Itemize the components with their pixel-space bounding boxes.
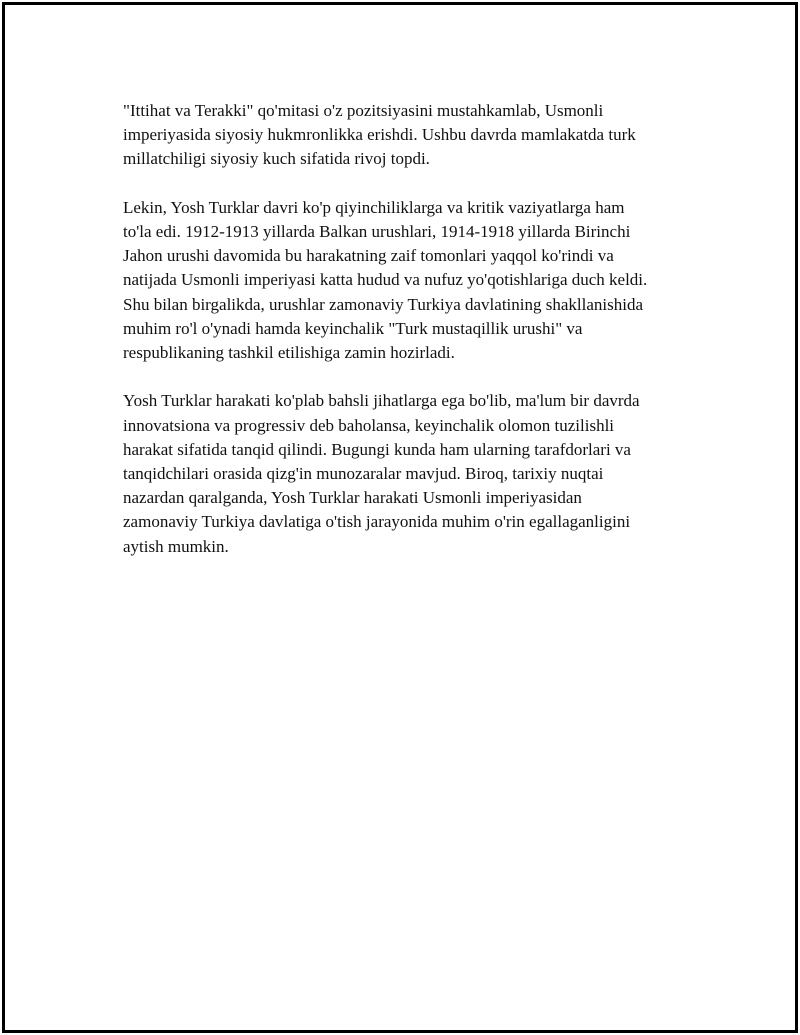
text-line: Yosh Turklar harakati ko'plab bahsli jihatlarga ega bo'lib, ma'lum bir davrda (123, 391, 640, 411)
text-line: Lekin, Yosh Turklar davri ko'p qiyinchiliklarga va kritik vaziyatlarga ham (123, 197, 625, 217)
paragraph-3 (123, 389, 703, 558)
page-frame (2, 2, 798, 1033)
text-line: natijada Usmonli imperiyasi katta hudud va nufuz yo'qotishlariga duch keldi. (123, 270, 648, 290)
text-line: harakat sifatida tanqid qilindi. Bugungi kunda ham ularning tarafdorlari va (123, 439, 631, 459)
paragraph-2 (123, 196, 703, 365)
text-line: imperiyasida siyosiy hukmronlikka erishdi. Ushbu davrda mamlakatda turk (123, 125, 636, 145)
text-line: respublikaning tashkil etilishiga zamin hozirladi. (123, 343, 455, 363)
text-line: tanqidchilari orasida qizg'in munozaralar mavjud. Biroq, tarixiy nuqtai (123, 464, 604, 484)
text-line: Jahon urushi davomida bu harakatning zaif tomonlari yaqqol ko'rindi va (123, 246, 614, 266)
text-line: millatchiligi siyosiy kuch sifatida rivoj topdi. (123, 149, 430, 169)
text-line: zamonaviy Turkiya davlatiga o'tish jarayonida muhim o'rin egallaganligini (123, 512, 631, 532)
text-line: aytish mumkin. (123, 536, 229, 556)
text-line: "Ittihat va Terakki" qo'mitasi o'z pozitsiyasini mustahkamlab, Usmonli (123, 101, 604, 120)
text-line: muhim ro'l o'ynadi hamda keyinchalik "Turk mustaqillik urushi" va (123, 318, 583, 338)
text-line: innovatsiona va progressiv deb baholansa, keyinchalik olomon tuzilishli (123, 415, 615, 435)
text-line: to'la edi. 1912-1913 yillarda Balkan urushlari, 1914-1918 yillarda Birinchi (123, 222, 631, 241)
text-line: nazardan qaralganda, Yosh Turklar harakati Usmonli imperiyasidan (123, 488, 582, 508)
paragraph-1 (123, 99, 703, 172)
text-line: Shu bilan birgalikda, urushlar zamonaviy Turkiya davlatining shakllanishida (123, 294, 644, 314)
document-body (123, 99, 703, 583)
